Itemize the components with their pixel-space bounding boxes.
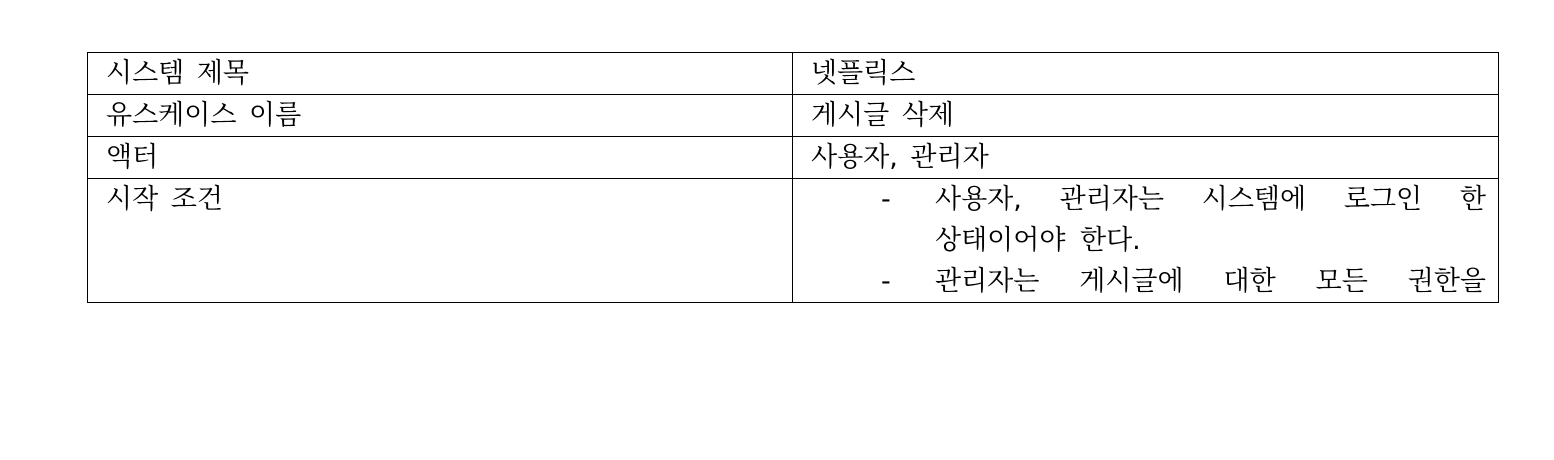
row-value-cell <box>793 53 1499 95</box>
row-label-cell <box>88 137 793 179</box>
dash-bullet: - <box>881 184 891 215</box>
precondition-line: 관리자는 게시글에 대한 모든 권한을 <box>935 266 1486 297</box>
actor-value: 사용자, 관리자 <box>811 142 989 173</box>
system-title-label: 시스템 제목 <box>106 58 249 89</box>
table-row <box>88 53 1499 95</box>
table-row <box>88 137 1499 179</box>
usecase-name-value: 게시글 삭제 <box>811 100 954 131</box>
table-row <box>88 179 1499 303</box>
row-value-cell <box>793 137 1499 179</box>
row-value-cell <box>793 95 1499 137</box>
precondition-list <box>811 179 1486 302</box>
row-label-cell <box>88 95 793 137</box>
row-label-cell <box>88 53 793 95</box>
precondition-line: 사용자, 관리자는 시스템에 로그인 한 <box>935 184 1486 215</box>
dash-bullet: - <box>881 266 891 297</box>
row-label-cell <box>88 179 793 303</box>
usecase-table <box>87 52 1499 303</box>
actor-label: 액터 <box>106 142 159 173</box>
list-item <box>811 261 1486 302</box>
precondition-label: 시작 조건 <box>106 184 223 215</box>
table-row <box>88 95 1499 137</box>
precondition-text <box>935 179 1486 261</box>
precondition-line: 상태이어야 한다. <box>935 225 1141 256</box>
row-value-cell <box>793 179 1499 303</box>
system-title-value: 넷플릭스 <box>811 58 916 89</box>
usecase-name-label: 유스케이스 이름 <box>106 100 302 131</box>
list-item <box>811 179 1486 261</box>
precondition-text <box>935 261 1486 302</box>
